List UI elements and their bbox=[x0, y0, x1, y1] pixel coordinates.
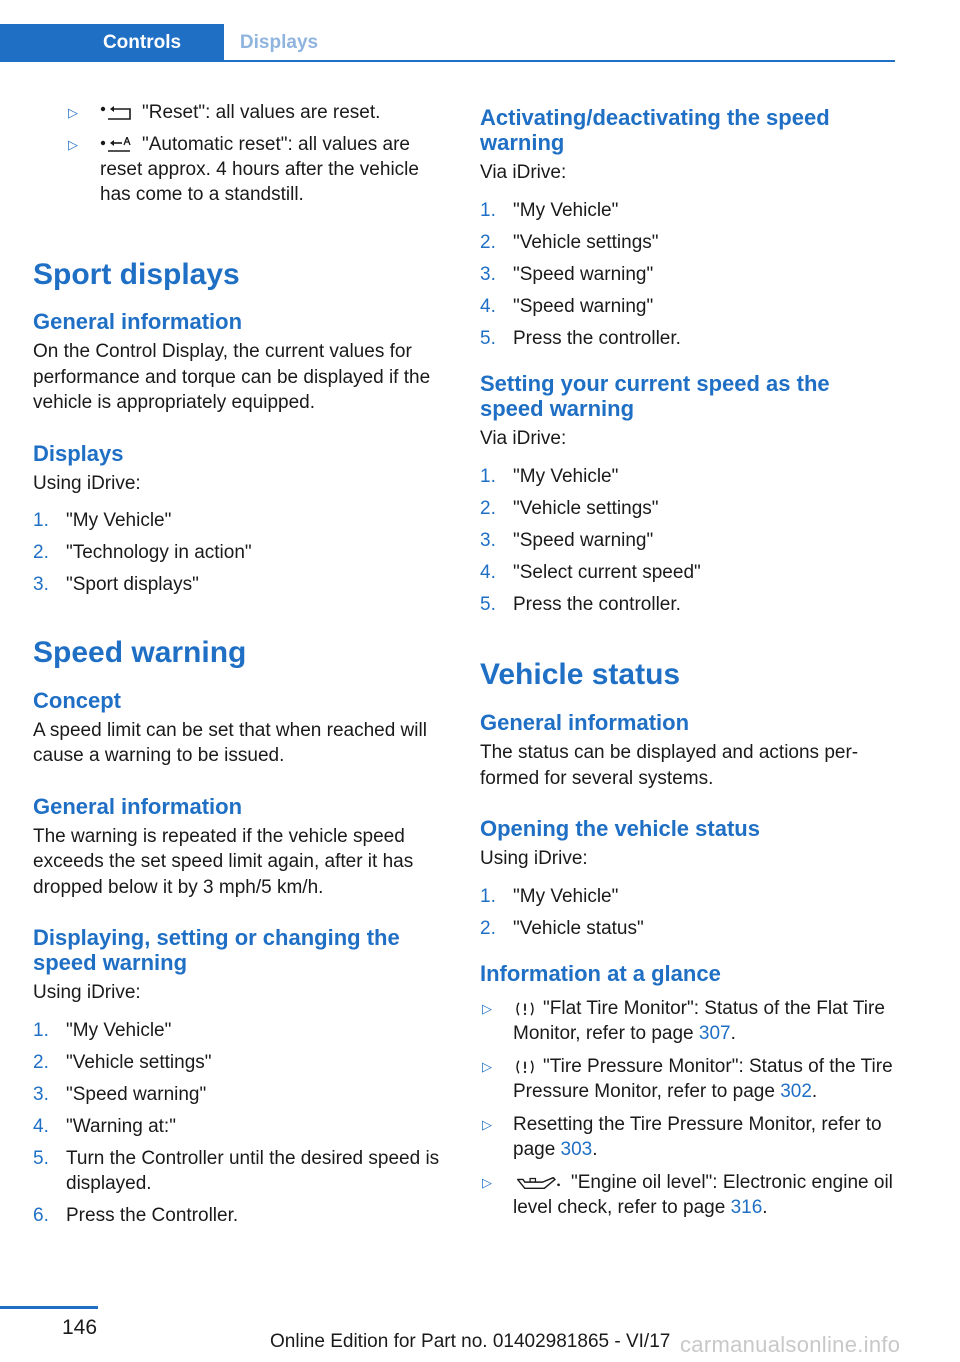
automatic-reset-icon bbox=[100, 137, 136, 153]
speed-warning-title: Speed warning bbox=[33, 635, 247, 669]
glance-item-reset-tire-pressure: ▷ Resetting the Tire Pressure Monitor, refer to page 303. bbox=[482, 1114, 882, 1160]
tab-controls[interactable]: Controls bbox=[0, 24, 224, 62]
right-column bbox=[480, 105, 895, 1227]
bullet-triangle-icon: ▷ bbox=[68, 137, 78, 152]
displays-intro: Using iDrive: bbox=[33, 472, 141, 494]
bullet-triangle-icon: ▷ bbox=[482, 1059, 492, 1074]
list-item: 1. "My Vehicle" bbox=[33, 510, 172, 531]
activating-heading: Activating/deactivating the speed warning bbox=[480, 105, 830, 155]
list-item: 3. "Speed warning" bbox=[480, 263, 654, 285]
reset-icon bbox=[100, 105, 136, 121]
vehicle-general-info-text: The status can be displayed and actions per-formed for several systems. bbox=[480, 742, 859, 789]
list-item: 2. "Vehicle settings" bbox=[33, 1051, 212, 1073]
bullet-automatic-reset-text: "Automatic reset": all values are reset approx. 4 hours after the vehicle has come to a standstill. bbox=[100, 134, 419, 205]
current-speed-heading: Setting your current speed as the speed warning bbox=[480, 371, 830, 421]
list-item: 3. "Speed warning" bbox=[33, 1083, 207, 1105]
bullet-automatic-reset bbox=[33, 132, 448, 207]
list-item: 5. Press the controller. bbox=[480, 593, 681, 615]
bullet-reset-text: "Reset": all values are reset. bbox=[142, 102, 381, 123]
opening-intro: Using iDrive: bbox=[480, 848, 588, 869]
page-link-307[interactable]: 307 bbox=[698, 1023, 731, 1044]
activating-steps bbox=[480, 198, 895, 352]
list-item: 2. "Vehicle status" bbox=[480, 917, 644, 939]
list-item: 5. Turn the Controller until the desired speed is displayed. bbox=[33, 1147, 440, 1194]
glance-heading: Information at a glance bbox=[480, 961, 721, 986]
list-item: 2. "Vehicle settings" bbox=[480, 497, 659, 519]
list-item: 2. "Technology in action" bbox=[33, 542, 252, 563]
warning-icon bbox=[513, 1001, 537, 1017]
opening-steps bbox=[480, 884, 895, 942]
list-item: 4. "Speed warning" bbox=[480, 295, 654, 317]
concept-heading: Concept bbox=[33, 687, 121, 713]
section-tab-bar bbox=[0, 24, 895, 62]
speed-general-info-text: The warning is repeated if the vehicle speed exceeds the set speed limit again, after it has dropped below it by 3 mph/5 km/h. bbox=[33, 825, 414, 898]
bullet-triangle-icon: ▷ bbox=[482, 1117, 492, 1132]
list-item: 4. "Select current speed" bbox=[480, 561, 701, 583]
displays-heading: Displays bbox=[33, 440, 124, 466]
edition-text: Online Edition for Part no. 01402981865 - VI/17 bbox=[270, 1331, 671, 1352]
glance-item-engine-oil: ▷ "Engine oil level": Electronic engine oil level check, refer to page 316. bbox=[482, 1172, 893, 1218]
tab-displays[interactable]: Displays bbox=[239, 32, 319, 53]
glance-item-tire-pressure: ▷ "Tire Pressure Monitor": Status of the Tire Pressure Monitor, refer to page 302. bbox=[482, 1056, 893, 1102]
sport-displays-title: Sport displays bbox=[33, 258, 240, 291]
list-item: 1. "My Vehicle" bbox=[33, 1019, 172, 1041]
vehicle-general-info-heading: General information bbox=[480, 710, 690, 735]
warning-icon bbox=[513, 1059, 537, 1075]
setting-speed-warning-heading: Displaying, setting or changing the speed warning bbox=[33, 925, 400, 975]
bullet-triangle-icon: ▷ bbox=[482, 1001, 492, 1016]
glance-item-flat-tire: ▷ "Flat Tire Monitor": Status of the Flat Tire Monitor, refer to page 307. bbox=[482, 998, 885, 1044]
bullet-triangle-icon: ▷ bbox=[482, 1175, 492, 1190]
list-item: 1. "My Vehicle" bbox=[480, 885, 619, 907]
page-number: 146 bbox=[62, 1316, 98, 1339]
list-item: 1. "My Vehicle" bbox=[480, 199, 619, 221]
footer-divider bbox=[0, 1306, 98, 1309]
current-speed-steps bbox=[480, 464, 895, 618]
left-column bbox=[33, 100, 448, 1235]
current-speed-intro: Via iDrive: bbox=[480, 428, 567, 449]
opening-heading: Opening the vehicle status bbox=[480, 816, 760, 841]
sport-general-info-heading: General information bbox=[33, 309, 243, 334]
list-item: 3. "Speed warning" bbox=[480, 529, 654, 551]
list-item: 1. "My Vehicle" bbox=[480, 465, 619, 487]
page-link-316[interactable]: 316 bbox=[730, 1197, 763, 1218]
oil-can-icon bbox=[513, 1175, 565, 1191]
bullet-reset bbox=[33, 100, 448, 125]
bullet-triangle-icon: ▷ bbox=[68, 105, 78, 120]
list-item: 4. "Warning at:" bbox=[33, 1115, 176, 1137]
activating-intro: Via iDrive: bbox=[480, 162, 567, 183]
page-link-303[interactable]: 303 bbox=[560, 1139, 593, 1160]
list-item: 3. "Sport displays" bbox=[33, 574, 199, 595]
list-item: 5. Press the controller. bbox=[480, 327, 681, 349]
sport-general-info-text: On the Control Display, the current values for performance and torque can be displayed if the vehicle is appropriately equipped. bbox=[33, 341, 431, 413]
list-item: 6. Press the Controller. bbox=[33, 1205, 239, 1226]
speed-general-info-heading: General information bbox=[33, 793, 243, 819]
concept-text: A speed limit can be set that when reached will cause a warning to be issued. bbox=[33, 719, 427, 766]
setting-steps bbox=[33, 1018, 448, 1229]
watermark: carmanualsonline.info bbox=[680, 1332, 901, 1357]
vehicle-status-title: Vehicle status bbox=[480, 658, 681, 691]
displays-steps bbox=[33, 508, 448, 598]
setting-intro: Using iDrive: bbox=[33, 982, 141, 1003]
list-item: 2. "Vehicle settings" bbox=[480, 231, 659, 253]
page-link-302[interactable]: 302 bbox=[780, 1081, 812, 1102]
